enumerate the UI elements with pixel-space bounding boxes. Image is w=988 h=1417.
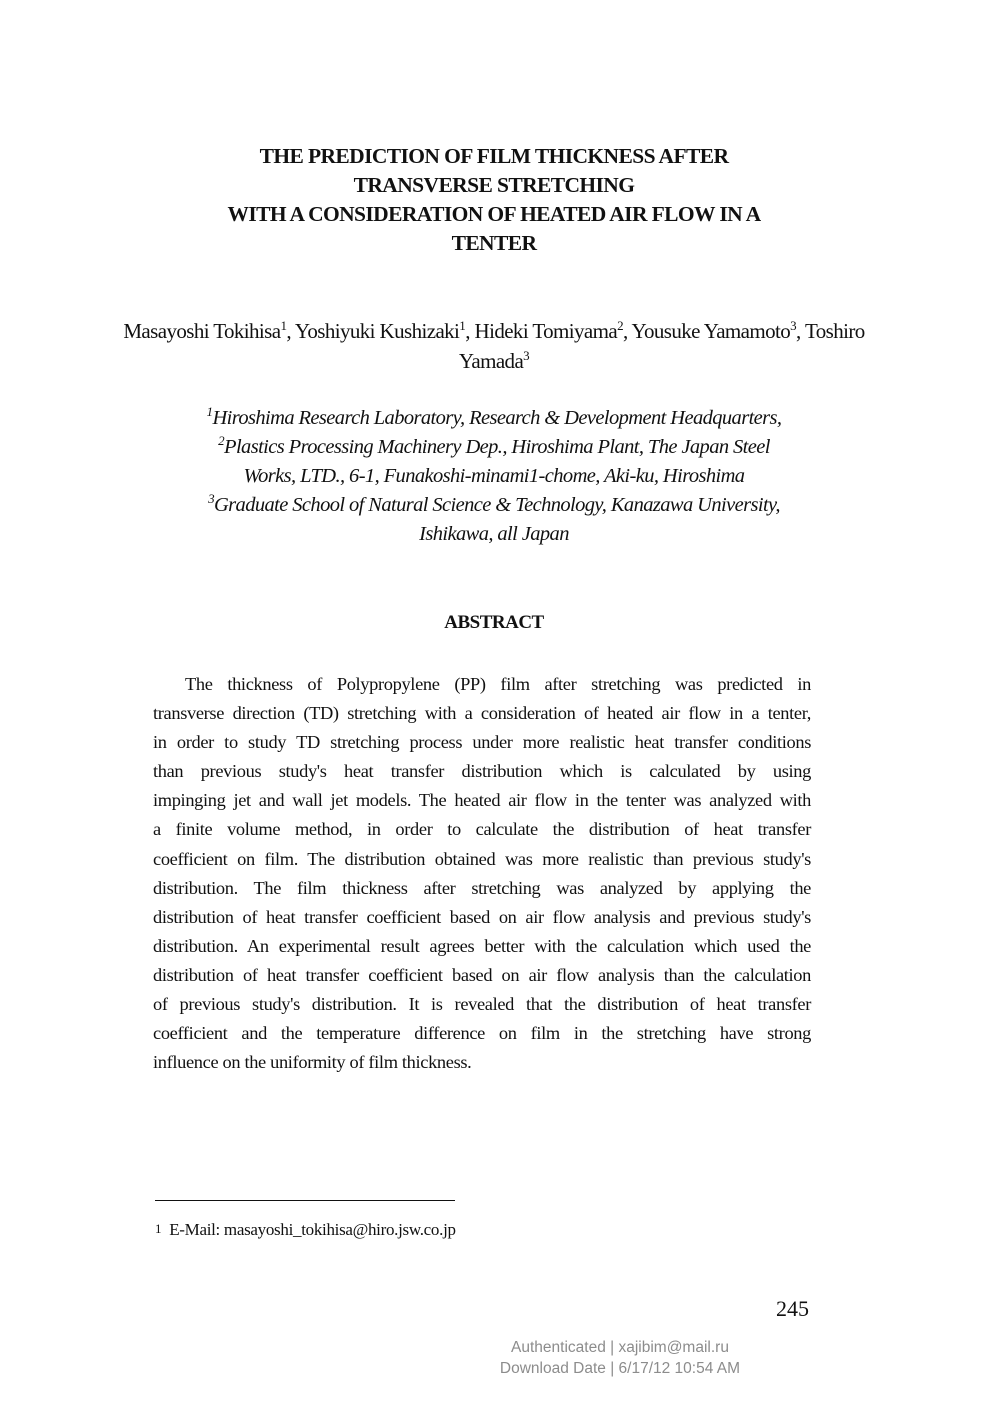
abstract-line: influence on the uniformity of film thickness. (153, 1052, 472, 1073)
author-separator: , (796, 319, 805, 343)
affiliation-text: Works, LTD., 6-1, Funakoshi-minami1-chome, Aki-ku, Hiroshima (243, 465, 745, 487)
stamp-authenticated: Authenticated | xajibim@mail.ru (511, 1339, 729, 1356)
affiliation-line (100, 491, 888, 520)
author-name: Yoshiyuki Kushizaki (294, 319, 460, 343)
author-affiliation-mark: 3 (523, 348, 530, 363)
abstract-line: of previous study's distribution. It is revealed that the distribution of heat transfer (153, 994, 811, 1015)
abstract-line: coefficient and the temperature difference on film in the stretching have strong (153, 1023, 811, 1044)
author-affiliation-mark: 2 (617, 318, 623, 333)
affiliation-mark: 1 (206, 404, 213, 420)
affiliation-text: Hiroshima Research Laboratory, Research & Development Headquarters, (212, 407, 782, 429)
abstract-line: transverse direction (TD) stretching with a consideration of heated air flow in a tenter, (153, 703, 811, 724)
download-stamp (470, 1337, 770, 1379)
abstract-line: distribution of heat transfer coefficient based on air flow analysis and previous study's (153, 906, 811, 927)
abstract-heading: ABSTRACT (444, 612, 544, 633)
affiliation-text: Ishikawa, all Japan (419, 523, 569, 545)
page-number: 245 (776, 1296, 809, 1321)
abstract-body (153, 670, 811, 1077)
affiliation-mark: 2 (218, 433, 225, 449)
author-separator: , (622, 319, 632, 343)
affiliation-mark: 3 (208, 491, 214, 507)
title-line: WITH A CONSIDERATION OF HEATED AIR FLOW IN A (227, 202, 761, 226)
affiliation-line (100, 462, 888, 491)
affiliation-line (100, 433, 888, 462)
author-name: Yousuke Yamamoto (631, 319, 791, 343)
author-affiliation-mark: 1 (280, 318, 287, 333)
footnote-rule (155, 1200, 455, 1201)
footnote-mark: 1 (155, 1221, 162, 1236)
abstract-line: distribution. The film thickness after stretching was analyzed by applying the (153, 877, 811, 898)
title-line: THE PREDICTION OF FILM THICKNESS AFTER (259, 144, 729, 168)
abstract-line: The thickness of Polypropylene (PP) film after stretching was predicted in (185, 674, 811, 694)
author-name: Hideki Tomiyama (474, 319, 618, 343)
abstract-line: a finite volume method, in order to calculate the distribution of heat transfer (153, 819, 811, 840)
footnote-text: E-Mail: masayoshi_tokihisa@hiro.jsw.co.jp (169, 1220, 456, 1239)
paper-title (120, 142, 868, 258)
abstract-line: impinging jet and wall jet models. The heated air flow in the tenter was analyzed with (153, 790, 811, 811)
author-affiliation-mark: 1 (459, 318, 466, 333)
abstract-line: in order to study TD stretching process under more realistic heat transfer conditions (153, 732, 811, 753)
author-separator: , (286, 319, 295, 343)
author-list (100, 316, 888, 376)
affiliation-line (100, 404, 888, 433)
footnote (155, 1220, 456, 1240)
stamp-download-date: Download Date | 6/17/12 10:54 AM (499, 1360, 741, 1377)
affiliations (100, 404, 888, 549)
abstract-line: distribution of heat transfer coefficient based on air flow analysis than the calculation (153, 964, 811, 985)
author-name: Toshiro Yamada (458, 319, 865, 373)
affiliation-text: Plastics Processing Machinery Dep., Hiroshima Plant, The Japan Steel (224, 436, 770, 458)
author-affiliation-mark: 3 (790, 318, 797, 333)
abstract-line: coefficient on film. The distribution obtained was more realistic than previous study's (153, 848, 811, 869)
author-name: Masayoshi Tokihisa (123, 319, 281, 343)
abstract-line: than previous study's heat transfer distribution which is calculated by using (153, 761, 811, 782)
author-separator: , (465, 319, 475, 343)
affiliation-text: Graduate School of Natural Science & Technology, Kanazawa University, (213, 494, 780, 516)
affiliation-line (100, 520, 888, 549)
abstract-line: distribution. An experimental result agrees better with the calculation which used the (153, 935, 811, 956)
title-line: TRANSVERSE STRETCHING (353, 173, 635, 197)
title-line: TENTER (451, 231, 537, 255)
